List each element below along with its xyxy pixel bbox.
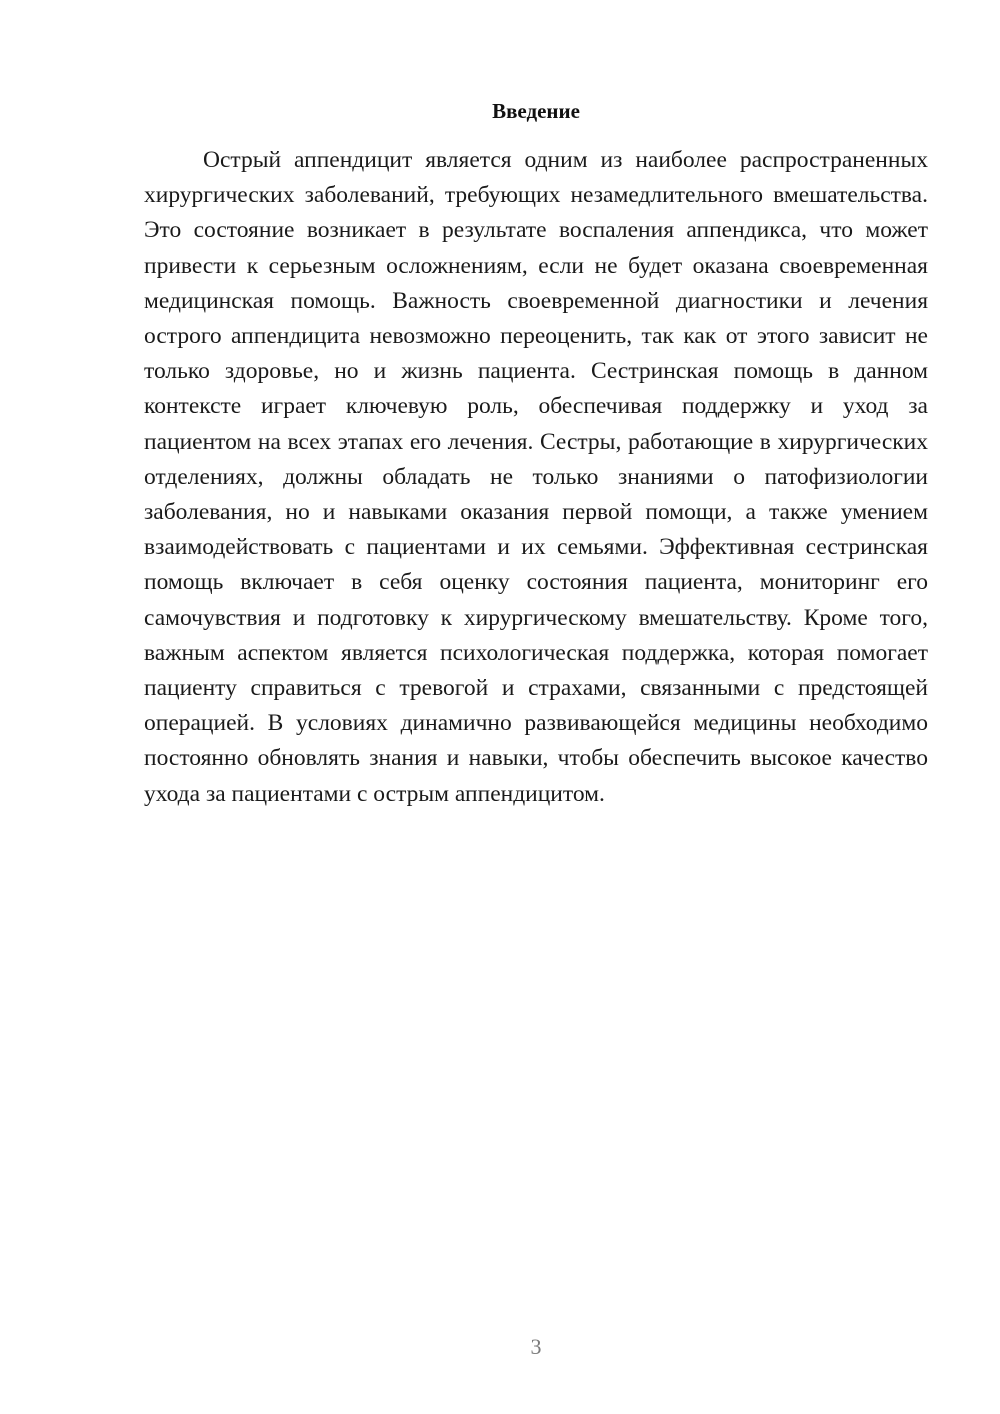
page-number: 3 <box>530 1334 542 1359</box>
section-heading: Введение <box>492 99 580 123</box>
body-paragraph: Острый аппендицит является одним из наиболее распространенных хирургических заболеваний, требующих незамедлительного вмешательства. Это состояние возникает в результате воспаления аппендикса, что может привести к серьезным осложнениям, если не будет оказана своевременная медицинская помощь. Важность своевременной диагностики и лечения острого аппендицита невозможно переоценить, так как от этого зависит не только здоровье, но и жизнь пациента. Сестринская помощь в данном контексте играет ключевую роль, обеспечивая поддержку и уход за пациентом на всех этапах его лечения. Сестры, работающие в хирургических отделениях, должны обладать не только знаниями о патофизиологии заболевания, но и навыками оказания первой помощи, а также умением взаимодействовать с пациентами и их семьями. Эффективная сестринская помощь включает в себя оценку состояния пациента, мониторинг его самочувствия и подготовку к хирургическому вмешательству. Кроме того, важным аспектом является психологическая поддержка, которая помогает пациенту справиться с тревогой и страхами, связанными с предстоящей операцией. В условиях динамично развивающейся медицины необходимо постоянно обновлять знания и навыки, чтобы обеспечить высокое качество ухода за пациентами с острым аппендицитом. <box>144 147 928 807</box>
